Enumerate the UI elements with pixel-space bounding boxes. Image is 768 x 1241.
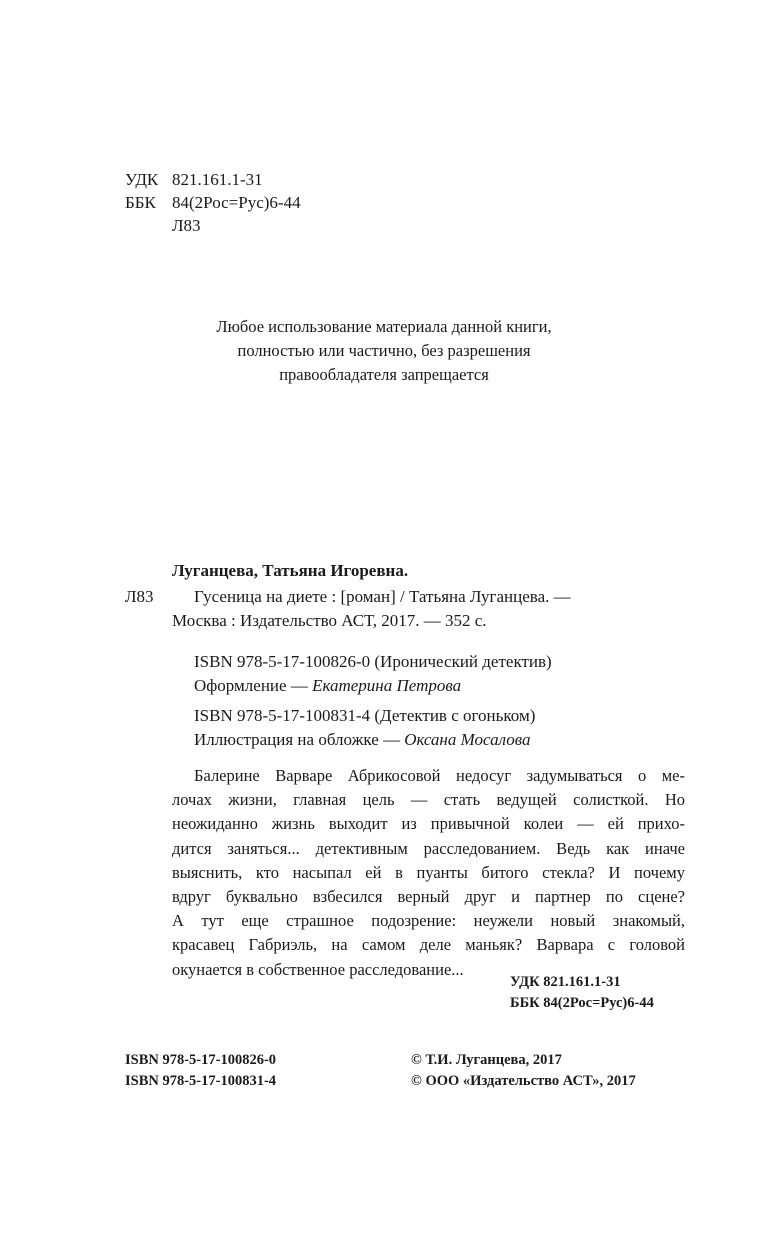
edition-isbn: ISBN 978-5-17-100826-0 (Иронический детектив): [194, 652, 552, 671]
publication-line: Москва : Издательство АСТ, 2017. — 352 с.: [172, 611, 487, 630]
annotation-line: окунается в собственное расследование...: [172, 959, 464, 979]
annotation-line: выяснить, кто насыпал ей в пуанты битого стекла? И почему: [172, 862, 685, 882]
author-name: Луганцева, Татьяна Игоревна.: [172, 561, 409, 580]
author-mark-row: [125, 214, 301, 237]
author-mark: Л83: [172, 216, 201, 235]
footer-isbn: ISBN 978-5-17-100831-4: [125, 1073, 277, 1089]
classification-footer: [510, 972, 654, 1014]
annotation-line: А тут еще страшное подозрение: неужели новый знакомый,: [172, 911, 685, 931]
bbk-code: ББК 84(2Рос=Рус)6-44: [510, 995, 654, 1011]
edition-credit: [194, 728, 535, 752]
notice-line: Любое использование материала данной книги,: [216, 317, 552, 336]
bbk-label: ББК: [125, 193, 156, 212]
book-annotation: [172, 764, 685, 982]
udk-value: 821.161.1-31: [172, 170, 263, 189]
notice-line: полностью или частично, без разрешения: [237, 341, 531, 360]
udk-row: [125, 168, 301, 191]
credit-name: Оксана Мосалова: [404, 730, 531, 749]
credit-label: Оформление —: [194, 676, 313, 695]
annotation-line: вдруг буквально взбесился верный друг и партнер по сцене?: [172, 887, 685, 907]
credit-label: Иллюстрация на обложке —: [194, 730, 405, 749]
bbk-value: 84(2Рос=Рус)6-44: [172, 193, 301, 212]
udk-code: УДК 821.161.1-31: [510, 974, 621, 990]
annotation-line: лочах жизни, главная цель — стать ведущей солисткой. Но: [172, 790, 685, 810]
annotation-line: дится заняться... детективным расследованием. Ведь как иначе: [172, 838, 685, 858]
bbk-row: [125, 191, 301, 214]
footer-isbn-list: [125, 1050, 276, 1092]
annotation-line: неожиданно жизнь выходит из привычной колеи — ей прихо-: [172, 814, 685, 834]
edition-block: [194, 704, 535, 752]
credit-name: Екатерина Петрова: [312, 676, 462, 695]
bibliographic-author-mark: Л83: [125, 587, 154, 606]
notice-line: правообладателя запрещается: [279, 365, 489, 384]
classification-header: [125, 168, 301, 237]
footer-isbn: ISBN 978-5-17-100826-0: [125, 1052, 277, 1068]
annotation-line: красавец Габриэль, на самом деле маньяк? Варвара с головой: [172, 935, 685, 955]
book-title-line: Гусеница на диете : [роман] / Татьяна Луганцева. —: [194, 587, 571, 606]
annotation-line: Балерине Варваре Абрикосовой недосуг задумываться о ме-: [194, 766, 685, 785]
copyright-line: © Т.И. Луганцева, 2017: [411, 1052, 562, 1068]
edition-block: [194, 650, 552, 698]
copyright-notice: [150, 315, 618, 387]
footer-copyright-list: [411, 1050, 636, 1092]
edition-isbn: ISBN 978-5-17-100831-4 (Детектив с огоньком): [194, 706, 536, 725]
udk-label: УДК: [125, 170, 159, 189]
copyright-line: © ООО «Издательство АСТ», 2017: [411, 1073, 636, 1089]
edition-credit: [194, 674, 552, 698]
